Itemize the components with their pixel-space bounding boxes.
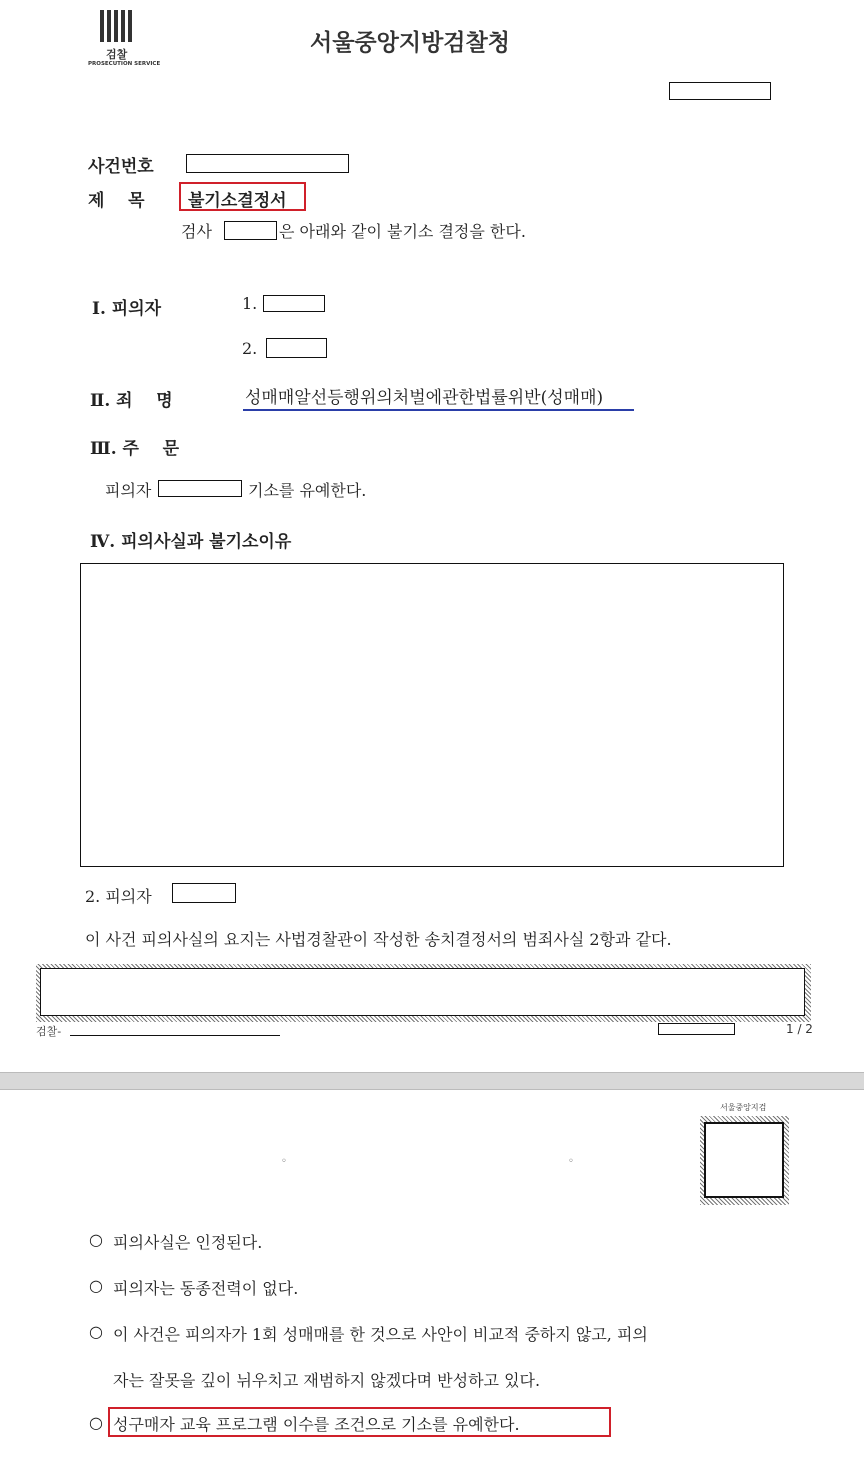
bullet-symbol: ○	[89, 1413, 103, 1432]
suspect-1-number: 1.	[242, 294, 258, 313]
logo-text: 검찰	[106, 48, 128, 61]
suspect2-line: 2. 피의자	[85, 887, 152, 906]
bullet-symbol: ○	[89, 1276, 103, 1295]
redacted-suspect-1	[263, 295, 325, 312]
subject-value: 불기소결정서	[188, 191, 287, 211]
subject-label: 제 목	[88, 191, 145, 211]
redacted-case-number	[186, 154, 349, 173]
redacted-doc-id	[70, 1025, 280, 1036]
bullet-symbol: ○	[89, 1230, 103, 1249]
logo-bars-icon	[100, 10, 132, 42]
redacted-facts-box	[80, 563, 784, 867]
logo-subtext: PROSECUTION SERVICE	[88, 61, 161, 67]
dot-mark-1: ◦	[281, 1156, 287, 1167]
bullet-continuation: 자는 잘못을 깊이 뉘우치고 재범하지 않겠다며 반성하고 있다.	[113, 1371, 541, 1390]
redacted-prosecutor	[224, 221, 277, 240]
seal-label: 서울중앙지검	[720, 1103, 767, 1112]
prosecution-logo	[88, 8, 161, 72]
bullet-text: 이 사건은 피의자가 1회 성매매를 한 것으로 사안이 비교적 중하지 않고, 피의	[113, 1325, 648, 1344]
charge-underline	[243, 409, 634, 411]
facts-heading: Ⅳ. 피의사실과 불기소이유	[90, 532, 292, 552]
bullet-text: 피의사실은 인정된다.	[113, 1233, 263, 1252]
suspect-heading: Ⅰ. 피의자	[92, 299, 162, 319]
bullet-text: 피의자는 동종전력이 없다.	[113, 1279, 299, 1298]
intro-after: 은 아래와 같이 불기소 결정을 한다.	[279, 222, 526, 241]
bullet-text: 성구매자 교육 프로그램 이수를 조건으로 기소를 유예한다.	[113, 1415, 520, 1434]
redacted-suspect-2	[266, 338, 327, 358]
charge-value: 성매매알선등행위의처벌에관한법률위반(성매매)	[245, 388, 604, 408]
redacted-suspect2-name	[172, 883, 236, 903]
page-2	[0, 1090, 864, 1466]
order-after: 기소를 유예한다.	[248, 481, 367, 500]
charge-heading: Ⅱ. 죄 명	[90, 391, 173, 411]
case-number-label: 사건번호	[88, 157, 154, 177]
dot-mark-2: ◦	[568, 1156, 574, 1167]
redacted-order-suspect	[158, 480, 242, 497]
redacted-date	[669, 82, 771, 100]
seal-stamp-icon	[704, 1122, 784, 1198]
office-title: 서울중앙지방검찰청	[310, 30, 510, 56]
order-before: 피의자	[105, 481, 152, 500]
order-heading: Ⅲ. 주 문	[90, 439, 180, 459]
suspect-2-number: 2.	[242, 339, 258, 358]
page-separator	[0, 1072, 864, 1090]
page-number: 1 / 2	[786, 1022, 813, 1036]
intro-before: 검사	[181, 222, 212, 241]
bullet-symbol: ○	[89, 1322, 103, 1341]
doc-prefix: 검찰-	[36, 1025, 62, 1038]
facts-summary: 이 사건 피의사실의 요지는 사법경찰관이 작성한 송치결정서의 범죄사실 2항과 같다.	[85, 930, 672, 949]
redacted-band	[40, 968, 805, 1016]
redacted-footer-id	[658, 1023, 735, 1035]
